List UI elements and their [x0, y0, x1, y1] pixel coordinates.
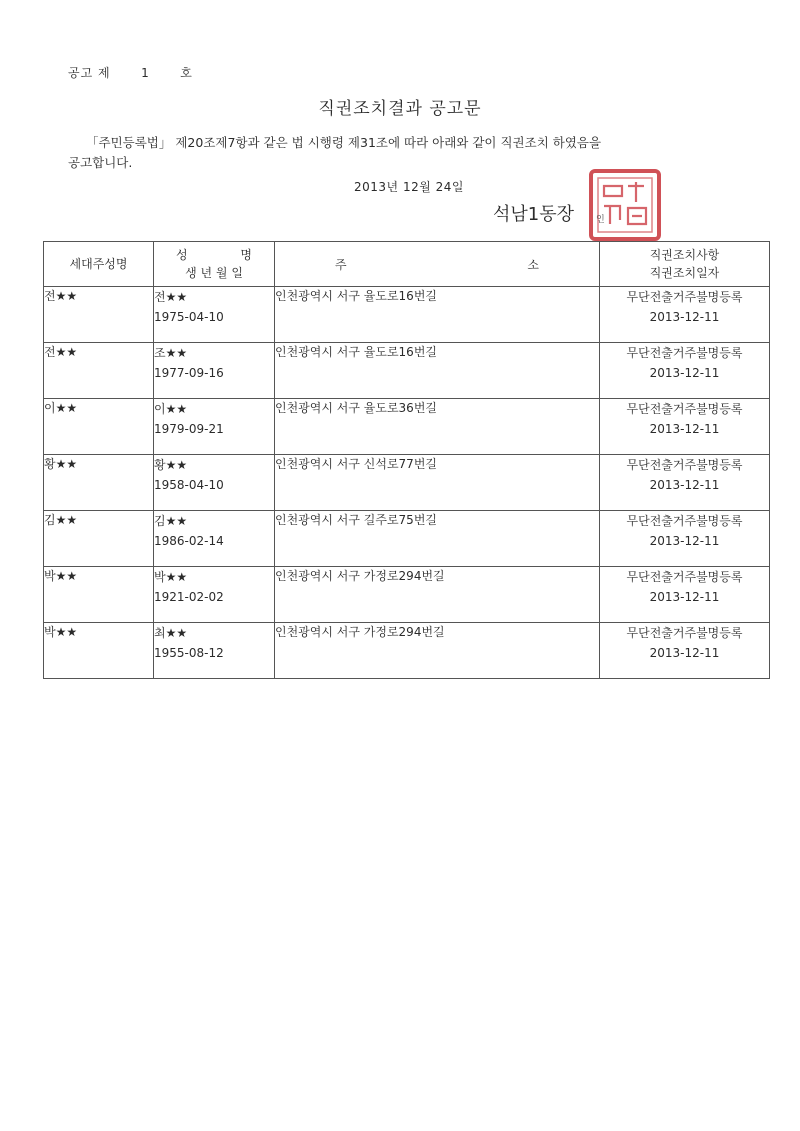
cell-name-birth: 이★★ 1979-09-21	[154, 399, 275, 455]
header-address: 주 소	[275, 242, 600, 287]
cell-head-name: 전★★	[44, 287, 154, 343]
header-head-name: 세대주성명	[44, 242, 154, 287]
cell-name-birth: 박★★ 1921-02-02	[154, 567, 275, 623]
cell-name-birth: 최★★ 1955-08-12	[154, 623, 275, 679]
cell-head-name: 황★★	[44, 455, 154, 511]
notice-body-line-2: 공고합니다.	[68, 155, 133, 170]
cell-name-birth: 전★★ 1975-04-10	[154, 287, 275, 343]
cell-action: 무단전출거주불명등록 2013-12-11	[600, 287, 770, 343]
table-row	[44, 343, 770, 399]
cell-head-name: 전★★	[44, 343, 154, 399]
table-header-row	[44, 242, 770, 287]
cell-head-name: 박★★	[44, 567, 154, 623]
cell-head-name: 박★★	[44, 623, 154, 679]
cell-action: 무단전출거주불명등록 2013-12-11	[600, 623, 770, 679]
cell-name-birth: 조★★ 1977-09-16	[154, 343, 275, 399]
cell-head-name: 이★★	[44, 399, 154, 455]
cell-name-birth: 김★★ 1986-02-14	[154, 511, 275, 567]
cell-action: 무단전출거주불명등록 2013-12-11	[600, 399, 770, 455]
header-action: 직권조치사항 직권조치일자	[600, 242, 770, 287]
cell-address: 인천광역시 서구 율도로16번길	[275, 343, 600, 399]
notice-suffix: 호	[180, 66, 193, 80]
cell-address: 인천광역시 서구 길주로75번길	[275, 511, 600, 567]
table-row	[44, 567, 770, 623]
cell-action: 무단전출거주불명등록 2013-12-11	[600, 567, 770, 623]
seal-mark: 인	[596, 215, 605, 225]
official-seal-icon	[588, 168, 662, 242]
cell-address: 인천광역시 서구 율도로16번길	[275, 287, 600, 343]
notice-number: 1	[141, 66, 150, 80]
cell-head-name: 김★★	[44, 511, 154, 567]
cell-address: 인천광역시 서구 율도로36번길	[275, 399, 600, 455]
notice-label: 공고 제	[68, 66, 111, 80]
notice-date: 2013년 12월 24일	[354, 180, 464, 194]
cell-address: 인천광역시 서구 신석로77번길	[275, 455, 600, 511]
cell-address: 인천광역시 서구 가정로294번길	[275, 623, 600, 679]
cell-action: 무단전출거주불명등록 2013-12-11	[600, 343, 770, 399]
table-row	[44, 623, 770, 679]
cell-name-birth: 황★★ 1958-04-10	[154, 455, 275, 511]
notice-body	[68, 133, 718, 173]
table-row	[44, 511, 770, 567]
signer-title: 석남1동장	[493, 204, 575, 225]
table-row	[44, 287, 770, 343]
records-table	[43, 241, 770, 679]
notice-body-line-1: 「주민등록법」 제20조제7항과 같은 법 시행령 제31조에 따라 아래와 같이 직권조치 하였음을	[86, 135, 602, 150]
notice-number-line	[68, 64, 193, 81]
header-name-birth: 성 명 생 년 월 일	[154, 242, 275, 287]
cell-action: 무단전출거주불명등록 2013-12-11	[600, 511, 770, 567]
table-row	[44, 399, 770, 455]
page-title: 직권조치결과 공고문	[318, 99, 482, 119]
cell-address: 인천광역시 서구 가정로294번길	[275, 567, 600, 623]
cell-action: 무단전출거주불명등록 2013-12-11	[600, 455, 770, 511]
table-row	[44, 455, 770, 511]
